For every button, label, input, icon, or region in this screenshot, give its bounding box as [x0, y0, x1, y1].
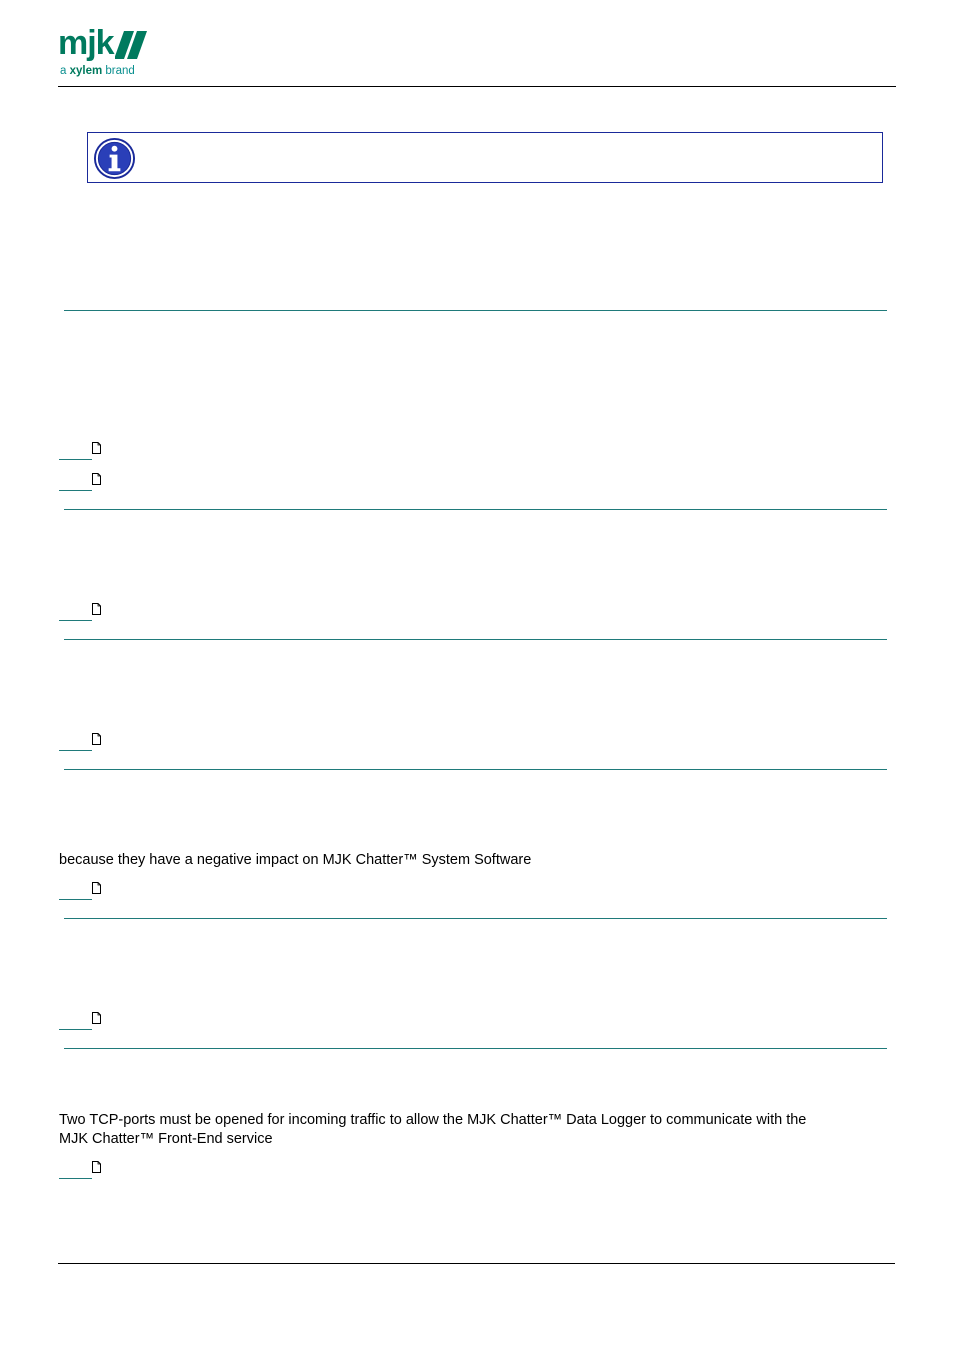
reference-link[interactable] — [59, 1012, 109, 1030]
brand-logo — [58, 24, 158, 82]
reference-link[interactable] — [59, 603, 109, 621]
section-divider — [64, 509, 887, 510]
page-icon — [92, 1161, 101, 1173]
footer-rule — [58, 1263, 895, 1264]
link-underline — [59, 1029, 92, 1030]
link-underline — [59, 620, 92, 621]
reference-link[interactable] — [59, 473, 109, 491]
logo-tagline: a xylem brand — [60, 65, 135, 77]
info-icon — [93, 137, 136, 180]
section-divider — [64, 918, 887, 919]
paragraph-text-line-1: Two TCP-ports must be opened for incoming traffic to allow the MJK Chatter™ Data Logger to communicate with the — [59, 1112, 807, 1128]
info-note-box — [87, 132, 883, 183]
reference-link[interactable] — [59, 442, 109, 460]
logo-wordmark: mjk — [58, 24, 114, 62]
reference-link[interactable] — [59, 733, 109, 751]
link-underline — [59, 459, 92, 460]
link-underline — [59, 750, 92, 751]
logo-slashes-icon — [115, 31, 149, 59]
link-underline — [59, 899, 92, 900]
section-divider — [64, 769, 887, 770]
paragraph-text-line-2: MJK Chatter™ Front-End service — [59, 1131, 273, 1147]
page-icon — [92, 442, 101, 454]
section-divider — [64, 639, 887, 640]
page-icon — [92, 603, 101, 615]
page-icon — [92, 1012, 101, 1024]
paragraph-text: because they have a negative impact on MJK Chatter™ System Software — [59, 852, 532, 868]
link-underline — [59, 490, 92, 491]
link-underline — [59, 1178, 92, 1179]
reference-link[interactable] — [59, 882, 109, 900]
page-icon — [92, 733, 101, 745]
section-divider — [64, 1048, 887, 1049]
reference-link[interactable] — [59, 1161, 109, 1179]
page-icon — [92, 473, 101, 485]
section-divider — [64, 310, 887, 311]
header-rule — [58, 86, 896, 87]
page-icon — [92, 882, 101, 894]
